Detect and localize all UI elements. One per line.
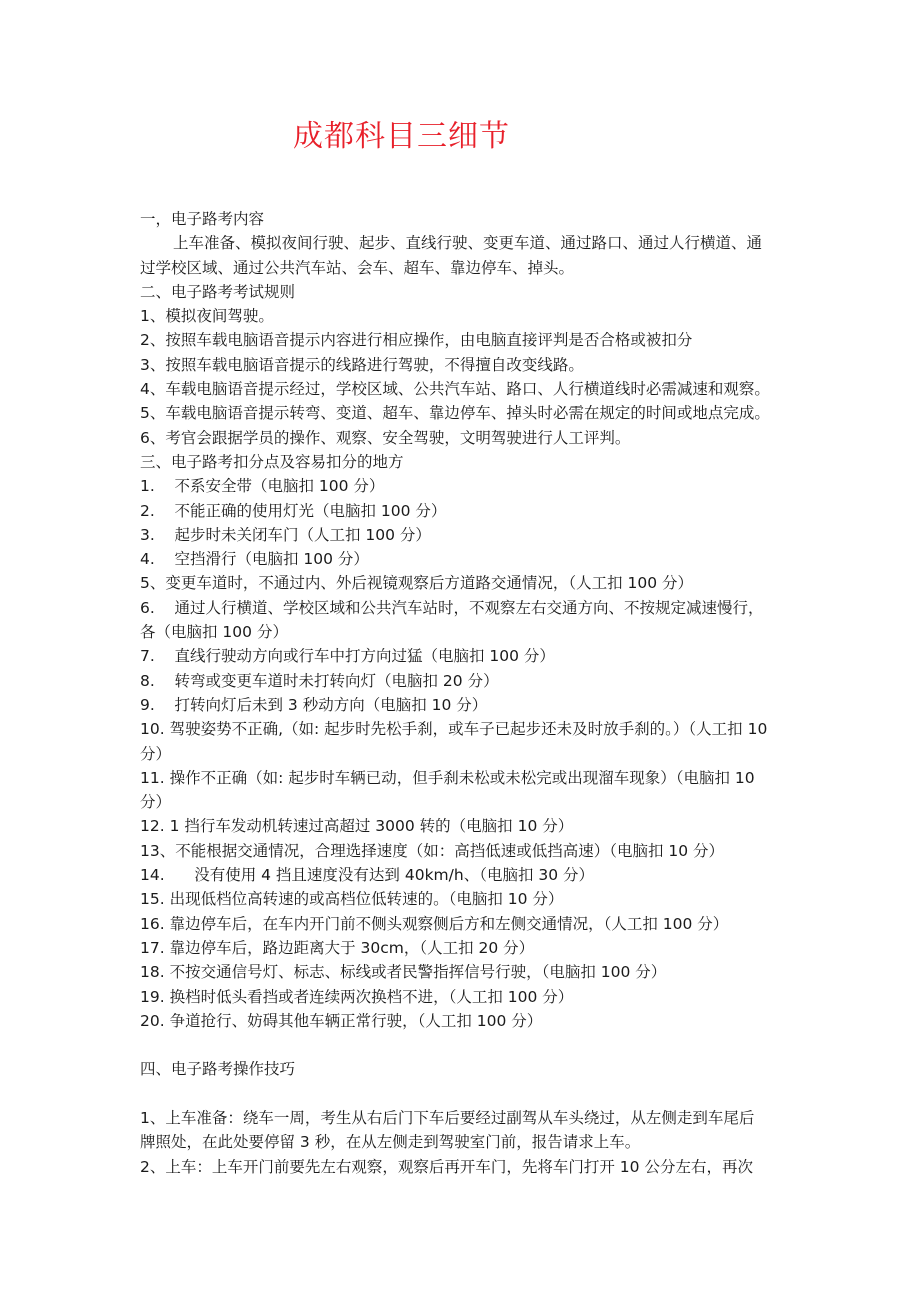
text-line: 一，电子路考内容 xyxy=(140,210,265,228)
text-line: 2. 不能正确的使用灯光（电脑扣 100 分） xyxy=(140,501,447,520)
text-line: 2、上车：上车开门前要先左右观察，观察后再开车门，先将车门打开 10 公分左右，再次 xyxy=(140,1157,753,1176)
document-body xyxy=(140,207,800,1179)
text-line: 14. 没有使用 4 挡且速度没有达到 40km/h、（电脑扣 30 分） xyxy=(140,866,595,885)
text-line: 13、不能根据交通情况，合理选择速度（如：高挡低速或低挡高速）（电脑扣 10 分） xyxy=(140,841,725,860)
text-line: 三、电子路考扣分点及容易扣分的地方 xyxy=(140,452,404,471)
text-line: 8. 转弯或变更车道时未打转向灯（电脑扣 20 分） xyxy=(140,671,499,690)
text-line: 5、变更车道时，不通过内、外后视镜观察后方道路交通情况，（人工扣 100 分） xyxy=(140,574,694,593)
text-line: 12. 1 挡行车发动机转速过高超过 3000 转的（电脑扣 10 分） xyxy=(140,817,574,836)
text-line: 3、按照车载电脑语音提示的线路进行驾驶，不得擅自改变线路。 xyxy=(140,355,584,374)
text-line: 9. 打转向灯后未到 3 秒动方向（电脑扣 10 分） xyxy=(140,695,488,714)
text-line: 四、电子路考操作技巧 xyxy=(140,1060,296,1079)
text-line: 分） xyxy=(140,793,172,812)
text-line: 上车准备、模拟夜间行驶、起步、直线行驶、变更车道、通过路口、通过人行横道、通 xyxy=(173,234,763,253)
text-line: 1、模拟夜间驾驶。 xyxy=(140,307,274,326)
text-line: 二、电子路考考试规则 xyxy=(140,282,296,301)
text-line: 10. 驾驶姿势不正确,（如: 起步时先松手刹，或车子已起步还未及时放手刹的。）（人工扣 10 xyxy=(140,720,768,739)
text-line: 11. 操作不正确（如: 起步时车辆已动，但手刹未松或未松完或出现溜车现象）（电脑扣 10 xyxy=(140,768,755,787)
text-line: 3. 起步时未关闭车门（人工扣 100 分） xyxy=(140,525,431,544)
blank-line xyxy=(140,1033,800,1057)
blank-line xyxy=(140,1082,800,1106)
text-line: 牌照处，在此处要停留 3 秒，在从左侧走到驾驶室门前，报告请求上车。 xyxy=(140,1133,641,1152)
text-line: 6、考官会跟据学员的操作、观察、安全驾驶，文明驾驶进行人工评判。 xyxy=(140,428,631,447)
text-line: 分） xyxy=(140,744,172,763)
text-line: 过学校区域、通过公共汽车站、会车、超车、靠边停车、掉头。 xyxy=(140,258,575,277)
text-line: 1. 不系安全带（电脑扣 100 分） xyxy=(140,477,385,496)
text-line: 16. 靠边停车后，在车内开门前不侧头观察侧后方和左侧交通情况，（人工扣 100 分） xyxy=(140,914,729,933)
text-line: 1、上车准备：绕车一周，考生从右后门下车后要经过副驾从车头绕过，从左侧走到车尾后 xyxy=(140,1108,755,1127)
text-line: 17. 靠边停车后，路边距离大于 30cm，（人工扣 20 分） xyxy=(140,938,535,957)
text-line: 19. 换档时低头看挡或者连续两次换档不进，（人工扣 100 分） xyxy=(140,987,574,1006)
document-title: 成都科目三细节 xyxy=(293,119,510,154)
text-line: 4、车载电脑语音提示经过，学校区域、公共汽车站、路口、人行横道线时必需减速和观察。 xyxy=(140,380,770,399)
text-line: 18. 不按交通信号灯、标志、标线或者民警指挥信号行驶，（电脑扣 100 分） xyxy=(140,963,667,982)
text-line: 2、按照车载电脑语音提示内容进行相应操作，由电脑直接评判是否合格或被扣分 xyxy=(140,331,693,350)
text-line: 15. 出现低档位高转速的或高档位低转速的。（电脑扣 10 分） xyxy=(140,890,564,909)
text-line: 6. 通过人行横道、学校区域和公共汽车站时，不观察左右交通方向、不按规定减速慢行， xyxy=(140,598,764,617)
text-line: 20. 争道抢行、妨碍其他车辆正常行驶，（人工扣 100 分） xyxy=(140,1011,543,1030)
text-line: 7. 直线行驶动方向或行车中打方向过猛（电脑扣 100 分） xyxy=(140,647,555,666)
text-line: 5、车载电脑语音提示转弯、变道、超车、靠边停车、掉头时必需在规定的时间或地点完成。 xyxy=(140,404,770,423)
text-line: 4. 空挡滑行（电脑扣 100 分） xyxy=(140,550,369,569)
text-line: 各（电脑扣 100 分） xyxy=(140,623,288,642)
